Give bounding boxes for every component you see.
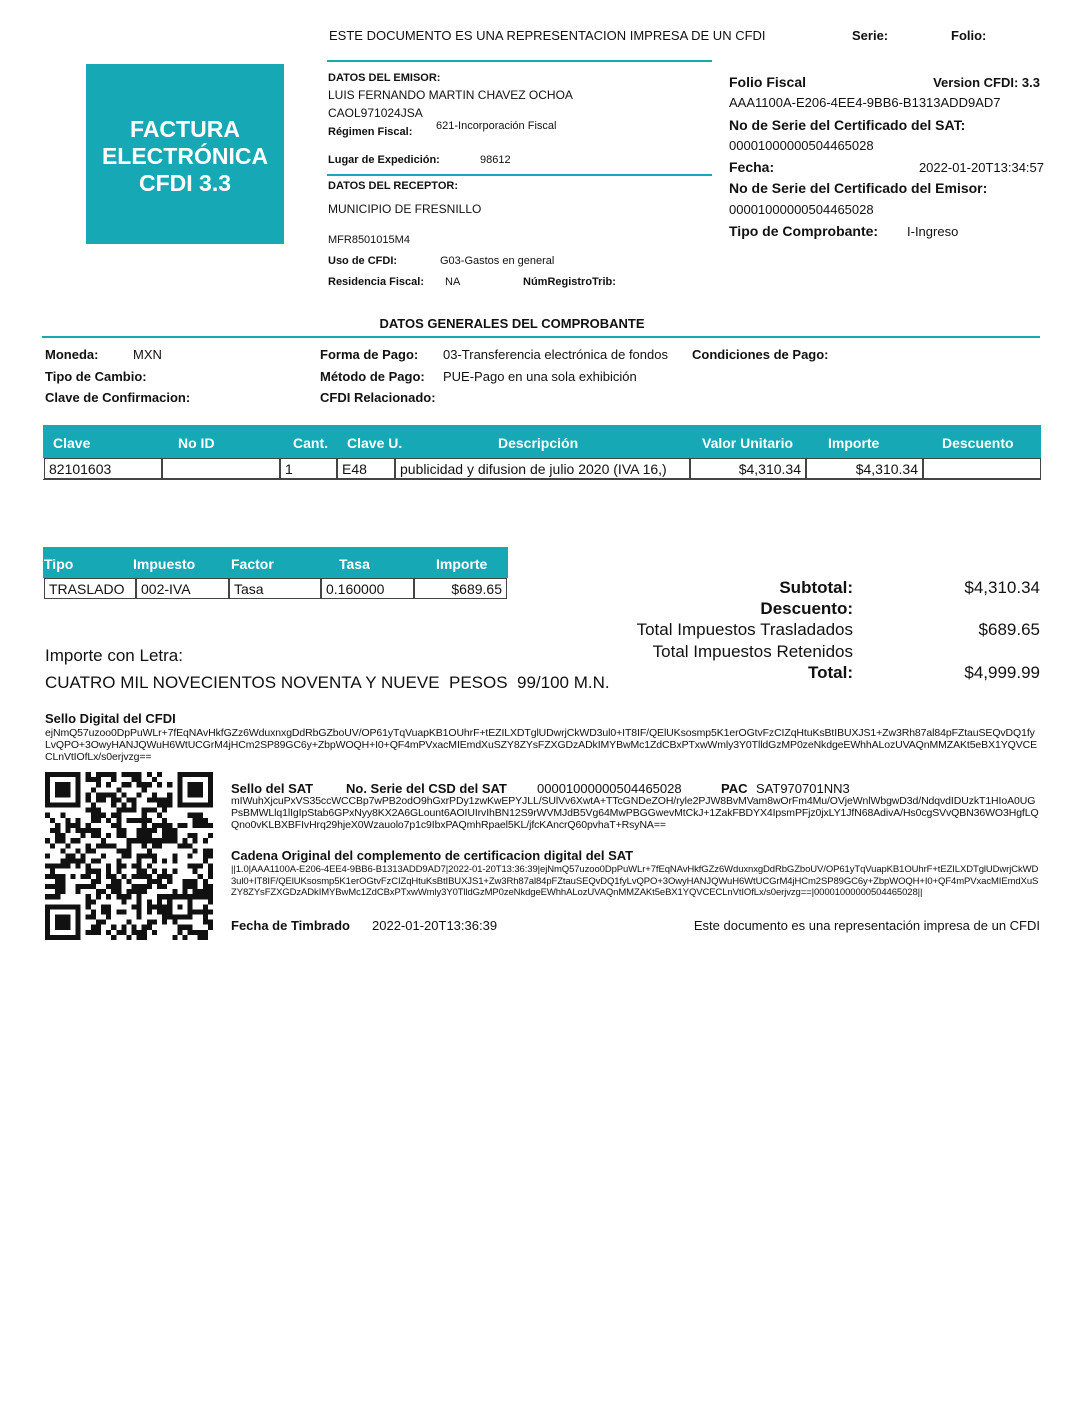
col-importe: Importe (828, 435, 880, 451)
imp-col-factor: Factor (231, 556, 274, 572)
tipo-cambio-label: Tipo de Cambio: (45, 369, 147, 384)
retenidos-label: Total Impuestos Retenidos (652, 642, 853, 661)
invoice-badge (86, 64, 284, 244)
version-cfdi: Version CFDI: 3.3 (933, 75, 1040, 90)
fecha-label: Fecha: (729, 159, 775, 175)
cert-emisor-label: No de Serie del Certificado del Emisor: (729, 180, 988, 196)
footer-notice: Este documento es una representación impresa de un CFDI (693, 918, 1040, 933)
fecha-value: 2022-01-20T13:34:57 (918, 160, 1044, 175)
imp-cell-factor: Tasa (229, 578, 321, 599)
sello-cfdi-value: ejNmQ57uzoo0DpPuWLr+7fEqNAvHkfGZz6WduxnxgDdRbGZboUV/OP61yTqVuapKB1OUhrF+tEZILXDTglUDwrjCkWD3ul0+IT8IF/QElUKsosmp5K1erOGtvFzCIZqHtuKsBtIBUXJS1+Zw3Rh87al84pFZtauSEQvDQ1fyLvQPO+3OwyHANJQWuH6WtUCGrM4jHCm2SP89GC6y+ZbpWOQH+I0+QF4mPVxacMIEmdXuSZY8ZYsFZXGDzADkIMYBwMc1ZdCBxPTxwWmly3Y0TlldGzMP0zeNkdgeEWhhALozUVAQnMMZAKt5eBX1YQVCECLnVtIOfLx/s0erjvzg== (45, 727, 1037, 763)
residencia-value: NA (445, 276, 461, 288)
cell-importe: $4,310.34 (806, 458, 923, 479)
receptor-rfc: MFR8501015M4 (328, 234, 410, 246)
tipo-comprobante-label: Tipo de Comprobante: (729, 223, 879, 239)
moneda-value: MXN (133, 347, 162, 362)
emisor-name: LUIS FERNANDO MARTIN CHAVEZ OCHOA (328, 88, 573, 102)
emisor-rfc: CAOL971024JSA (328, 106, 423, 120)
sello-sat-value: mIWuhXjcuPxVS35ccWCCBp7wPB2odO9hGxrPDy1zwKwEPYJLL/SUlVv6XwtA+TTcGNDeZOH/ryle2PJW8BvMVam8wOrFm4Mu/OVjeWnlWbgwD3d/NdqvdIDUzkT1HIoA0UGPsBMWLlq1lIgIpStab6GPxNyy8KX2A6GLount6AOIUIrvIhBN12S9rWVMJdB5Vg64MwPBGGwevMtCkJ+1ZakFBDYX4IpsmPFjz0jxLY1JfN68AdivA/Hs0cgSVvQBN36WO3HgfLQQno0vKLBXBFIvHrq29hjeX0Wzauolo7p1c9IbxPAQmhRpael5KL/jfcKAncrQ60pvhaT+RsyNA== (231, 795, 1039, 831)
cadena-original-label: Cadena Original del complemento de certificacion digital del SAT (231, 848, 634, 863)
imp-cell-importe: $689.65 (414, 578, 507, 599)
lugar-label: Lugar de Expedición: (328, 154, 440, 166)
uso-cfdi-value: G03-Gastos en general (440, 255, 555, 267)
imp-cell-tasa: 0.160000 (321, 578, 414, 599)
moneda-label: Moneda: (45, 347, 99, 362)
generales-title: DATOS GENERALES DEL COMPROBANTE (379, 316, 645, 331)
cell-clave: 82101603 (44, 458, 162, 479)
pac-value: SAT970701NN3 (756, 781, 850, 796)
regimen-value: 621-Incorporación Fiscal (436, 120, 557, 132)
descuento-label: Descuento: (760, 599, 853, 618)
importe-letra-value: CUATRO MIL NOVECIENTOS NOVENTA Y NUEVE PESOS 99/100 M.N. (45, 673, 610, 692)
col-descripcion: Descripción (498, 435, 579, 451)
imp-col-impuesto: Impuesto (133, 556, 196, 572)
csd-sat-value: 00001000000504465028 (537, 781, 682, 796)
receptor-heading: DATOS DEL RECEPTOR: (328, 180, 458, 192)
imp-col-importe: Importe (436, 556, 488, 572)
col-clave: Clave (53, 435, 91, 451)
total-label: Total: (807, 663, 853, 682)
badge-line-3: CFDI 3.3 (138, 170, 232, 196)
sello-sat-label: Sello del SAT (231, 781, 314, 796)
regimen-label: Régimen Fiscal: (328, 126, 413, 138)
generales-rule (42, 336, 1040, 338)
lugar-value: 98612 (480, 154, 511, 166)
cell-no-id (162, 458, 280, 479)
trasladados-label: Total Impuestos Trasladados (636, 620, 853, 639)
trasladados-value: $689.65 (978, 620, 1040, 639)
imp-col-tasa: Tasa (339, 556, 370, 572)
condiciones-pago-label: Condiciones de Pago: (692, 347, 829, 362)
imp-col-tipo: Tipo (44, 556, 74, 572)
impuestos-row (43, 578, 508, 599)
subtotal-value: $4,310.34 (964, 578, 1040, 597)
cert-sat-value: 00001000000504465028 (729, 138, 874, 153)
col-clave-u: Clave U. (347, 435, 403, 451)
imp-cell-tipo: TRASLADO (44, 578, 136, 599)
qr-code (45, 772, 213, 940)
pac-label: PAC (721, 781, 748, 796)
forma-pago-label: Forma de Pago: (320, 347, 419, 362)
folio-fiscal-value: AAA1100A-E206-4EE4-9BB6-B1313ADD9AD7 (729, 95, 1001, 110)
col-descuento: Descuento (942, 435, 1014, 451)
total-value: $4,999.99 (964, 663, 1040, 682)
fecha-timbrado-label: Fecha de Timbrado (231, 918, 350, 933)
emisor-heading: DATOS DEL EMISOR: (328, 72, 441, 84)
importe-letra-label: Importe con Letra: (45, 646, 183, 665)
residencia-label: Residencia Fiscal: (328, 276, 424, 288)
receptor-top-rule (327, 174, 712, 176)
tipo-comprobante-value: I-Ingreso (907, 224, 959, 239)
numregistro-label: NúmRegistroTrib: (523, 276, 616, 288)
emisor-top-rule (327, 60, 712, 62)
folio-label: Folio: (951, 28, 987, 43)
cell-clave-u: E48 (337, 458, 395, 479)
serie-label: Serie: (852, 28, 889, 43)
fecha-timbrado-value: 2022-01-20T13:36:39 (372, 918, 498, 933)
badge-line-1: FACTURA (130, 116, 240, 142)
folio-fiscal-label: Folio Fiscal (729, 74, 807, 90)
csd-sat-label: No. Serie del CSD del SAT (346, 781, 507, 796)
cell-cant: 1 (280, 458, 337, 479)
cfdi-relacionado-label: CFDI Relacionado: (320, 390, 436, 405)
metodo-pago-label: Método de Pago: (320, 369, 425, 384)
cell-descripcion: publicidad y difusion de julio 2020 (IVA 16,) (395, 458, 690, 479)
imp-cell-impuesto: 002-IVA (136, 578, 229, 599)
cell-descuento (923, 458, 1041, 479)
receptor-name: MUNICIPIO DE FRESNILLO (328, 202, 482, 216)
subtotal-label: Subtotal: (779, 578, 853, 597)
clave-confirmacion-label: Clave de Confirmacion: (45, 390, 191, 405)
metodo-pago-value: PUE-Pago en una sola exhibición (443, 369, 637, 384)
badge-line-2: ELECTRÓNICA (101, 143, 269, 169)
sello-cfdi-label: Sello Digital del CFDI (45, 711, 176, 726)
cell-valor-unitario: $4,310.34 (690, 458, 806, 479)
uso-cfdi-label: Uso de CFDI: (328, 255, 398, 267)
cert-emisor-value: 00001000000504465028 (729, 202, 874, 217)
cert-sat-label: No de Serie del Certificado del SAT: (729, 117, 966, 133)
document-notice: ESTE DOCUMENTO ES UNA REPRESENTACION IMPRESA DE UN CFDI (329, 28, 766, 43)
forma-pago-value: 03-Transferencia electrónica de fondos (443, 347, 668, 362)
table-row (43, 458, 1041, 480)
cadena-original-value: ||1.0|AAA1100A-E206-4EE4-9BB6-B1313ADD9AD7|2022-01-20T13:36:39|ejNmQ57uzoo0DpPuWLr+7fEqNAvHkfGZz6WduxnxgDdRbGZboUV/OP61yTqVuapKB1OUhrF+tEZILXDTglUDwrjCkWD3ul0+IT8IF/QElUKsosmp5K1erOGtvFzCIZqHtuKsBtIBUXJS1+Zw3Rh87al84pFZtauSEQvDQ1fyLvQPO+3OwyHANJQWuH6WtUCGrM4jHCm2SP89GC6y+ZbpWOQH+I0+QF4mPVxacMIEmdXuSZY8ZYsFZXGDzADkIMYBwMc1ZdCBxPTxwWmly3Y0TlldGzMP0zeNkdgeEWhhALozUVAQnMMZAKt5eBX1YQVCECLnVtIOfLx/s0erjvzg==|00001000000504465028|| (231, 864, 1039, 898)
col-valor-unitario: Valor Unitario (702, 435, 794, 451)
col-cant: Cant. (293, 435, 328, 451)
col-no-id: No ID (178, 435, 215, 451)
